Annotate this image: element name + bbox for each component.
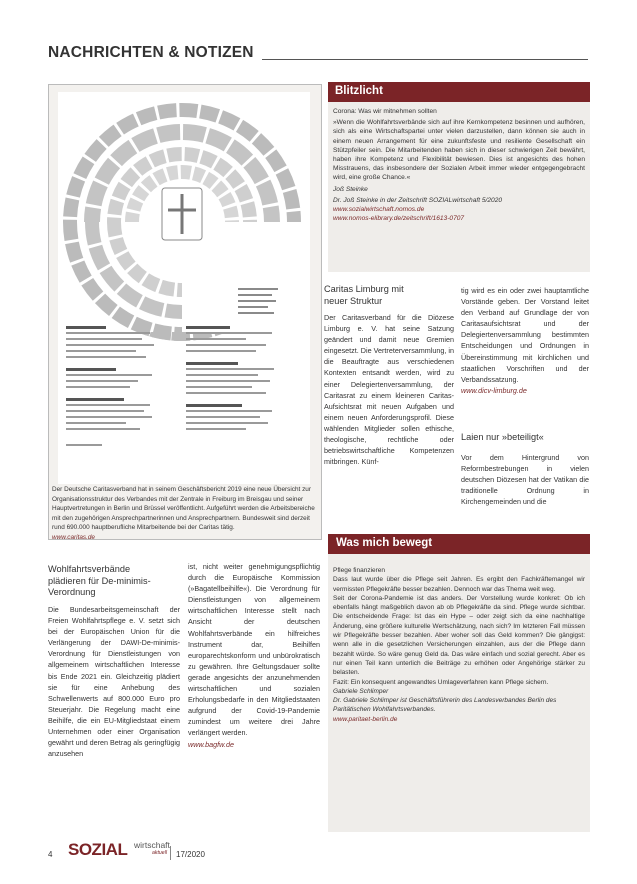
wohlfahrt-body-col-2 (188, 561, 320, 750)
caritas-body-col-2 (461, 285, 589, 396)
wohlfahrt-headline-line-2: plädieren für De-minimis- (48, 575, 151, 586)
blitzlicht-subtitle: Corona: Was wir mitnehmen sollten (333, 108, 437, 115)
magazine-logo-tag: aktuell (152, 850, 167, 856)
wohlfahrt-body-col-1: Die Bundesarbeitsgemeinschaft der Freien Wohlfahrtspflege e. V. setzt sich bei der Europäischen Union für die Verlängerung der DAWI-De-minimis-Verordnung für Dienstleistungen von allgemeinem wirtschaftlichen Interesse bis Ende 2021 ein. Gleichzeitig plädiert sie für eine Anhebung des Schwellenwerts auf 800.000 Euro pro Steuerjahr. Die Regelung macht eine Beihilfe, die ein EU-Mitgliedstaat einem Unternehmen oder einer Organisation gewährt und deren Betrag als geringfügig anzusehen (48, 605, 180, 759)
page-number: 4 (48, 850, 53, 859)
blitzlicht-quote: »Wenn die Wohlfahrtsverbände sich auf ihre Kernkompetenz besinnen und aufhören, sich als eine Wirtschaftspartei unter vielen darzustellen, dann können sie auch in einem neuen Arrangement für eine zukunftsfeste und resiliente Gesellschaft ein Stützpfeiler sein. Die Mitarbeitenden haben sich in dieser schwierigen Zeit bewährt, haben ihre Kompetenz und Flexibilität bewiesen. Dies ist angesichts des hohen Misstrauens, das insbesondere der Sozialen Arbeit immer wieder entgegengebracht wird, eine große Chance.« (333, 119, 585, 182)
blitzlicht-link-2[interactable]: www.nomos-elibrary.de/zeitschrift/1613-0707 (333, 215, 465, 223)
blitzlicht-title: Blitzlicht (335, 85, 383, 97)
wohlfahrt-link[interactable]: www.bagfw.de (188, 739, 234, 749)
caritas-body-col-2-text: tig wird es ein oder zwei hauptamtliche Vorstände geben. Der Vorstand leitet den Verband auf Grundlage der von Caritasaufsichtsrat und der Delegiertenversammlung bestimmten Entscheidungen und Ordnungen in Übereinstimmung mit kirchlichen und staatlichen Vorschriften und der Verbandssatzung. (461, 286, 589, 384)
was-mich-bewegt-link[interactable]: www.paritaet-berlin.de (333, 715, 398, 723)
footer-divider (170, 846, 171, 860)
caritas-headline-line-2: neuer Struktur (324, 295, 383, 306)
was-mich-bewegt-para-3: Fazit: Ein konsequent angewandtes Umlageverfahren kann Pflege sichern. (333, 678, 549, 686)
was-mich-bewegt-author: Gabriele Schlimper (333, 687, 389, 695)
was-mich-bewegt-role: Dr. Gabriele Schlimper ist Geschäftsführerin des Landesverbandes Berlin des Paritätischen Wohlfahrtsverbandes. (333, 697, 557, 714)
was-mich-bewegt-para-1: Dass laut wurde über die Pflege seit Jahren. Es ergibt den Fachkräftemangel wir vermissten Pflegekräfte besser bezahlen. Dennoch war das Thema weit weg. (333, 576, 585, 593)
header-rule (262, 59, 588, 60)
org-chart-image (58, 92, 310, 484)
org-chart-graphic (58, 92, 310, 484)
wohlfahrt-headline (48, 564, 180, 599)
was-mich-bewegt-subtitle: Pflege finanzieren (333, 567, 386, 574)
magazine-logo-subtitle: wirtschaft (134, 840, 170, 850)
caritas-headline-line-1: Caritas Limburg mit (324, 284, 404, 294)
blitzlicht-header (328, 82, 590, 102)
section-title: NACHRICHTEN & NOTIZEN (48, 44, 254, 61)
issue-number: 17/2020 (176, 850, 205, 859)
wohlfahrt-headline-line-3: Verordnung (48, 587, 96, 597)
caritas-headline (324, 284, 454, 307)
blitzlicht-source: Dr. Joß Steinke in der Zeitschrift SOZIALwirtschaft 5/2020 (333, 196, 503, 204)
blitzlicht-content (333, 107, 585, 223)
caritas-link[interactable]: www.dicv-limburg.de (461, 385, 527, 395)
laien-body: Vor dem Hintergrund von Reformbestrebungen in vielen deutschen Diözesen hat der Vatikan die traditionelle Ordnung in Kirchengemeinden und die (461, 453, 589, 507)
wohlfahrt-headline-line-1: Wohlfahrtsverbände (48, 564, 131, 574)
caritas-body-col-1: Der Caritasverband für die Diözese Limburg e. V. hat seine Satzung geändert und damit neue Gremien eingesetzt. Die Vertreterversammlung, in die Beauftragte aus verschiedenen Kontexten entsandt werden, wird zu einer Delegiertenversammlung, der Caritasrat zu einem kleineren Caritas-Aufsichtsrat mit neuen Aufgaben und einem neuen Anforderungsprofil. Diese wählenden Mitglieder sollen ethische, theologische, rechtliche oder betriebswirtschaftliche Kompetenzen mitbringen. Künf- (324, 313, 454, 467)
magazine-logo: SOZIAL (68, 840, 128, 859)
figure-caption-text: Der Deutsche Caritasverband hat in seinem Geschäftsbericht 2019 eine neue Übersicht zur Organisationsstruktur des Verbandes mit der Zentrale in Freiburg im Breisgau und seiner Hauptvertretungen in Berlin und Brüssel veröffentlicht. Aufgeführt werden die Arbeitsbereiche mit den zugehörigen Ansprechpartnerinnen und Ansprechpartnern. Bundesweit sind derzeit rund 690.000 hauptberufliche Mitarbeitende bei der Caritas tätig. (52, 486, 315, 532)
was-mich-bewegt-header (328, 534, 590, 554)
blitzlicht-link-1[interactable]: www.sozialwirtschaft.nomos.de (333, 206, 425, 214)
laien-headline: Laien nur »beteiligt« (461, 432, 544, 442)
figure-link[interactable]: www.caritas.de (52, 533, 95, 541)
was-mich-bewegt-para-2: Seit der Corona-Pandemie ist das anders. Der Vorstellung wurde konkret: Ob ich ebenfalls hängt maßgeblich davon ab ob Pflegekräfte da sind. Pflege wurde sichtbar. Die entscheidende Frage: Ist das ein Hype – oder zeigt sich da eine nachhaltige Änderung, eine größere kulturelle Wertschätzung, nach sich? Im letzteren Fall müssen wir Pflegekräfte besser bezahlen. Aber woher soll das Geld kommen? Die gängigst: wenn alle in die gesetzlichen Versicherungen einzahlen, aus der die Pflege dann bezahlt würde. So wäre genug Geld da. Das wäre einfach und sozial gerecht. Aber es nur einen Teil kann unterlich die Beiträge zu erhöhen oder Angehörige stärker zu belasten. (333, 594, 585, 677)
was-mich-bewegt-content (333, 566, 585, 724)
blitzlicht-author: Joß Steinke (333, 185, 368, 193)
wohlfahrt-body-col-2-text: ist, nicht weiter genehmigungspflichtig durch die Europäische Kommission (»Bagatellbeihilfe«). Die Verordnung für Dienstleistungen von allgemeinem wirtschaftlichen Interesse stellt nach Ansicht der deutschen Wohlfahrtsverbände ein hilfreiches Instrument dar, Beihilfen europarechtskonform und unbürokratisch zu gewähren. Ihre Geltungsdauer sollte gerade angesichts der anzunehmenden wirtschaftlichen und sozialen Erholungsbedarfe in den Mitgliedstaaten aufgrund der Covid-19-Pandemie zumindest um weitere drei Jahre verlängert werden. (188, 562, 320, 738)
figure-caption (52, 485, 318, 543)
was-mich-bewegt-title: Was mich bewegt (336, 537, 433, 549)
